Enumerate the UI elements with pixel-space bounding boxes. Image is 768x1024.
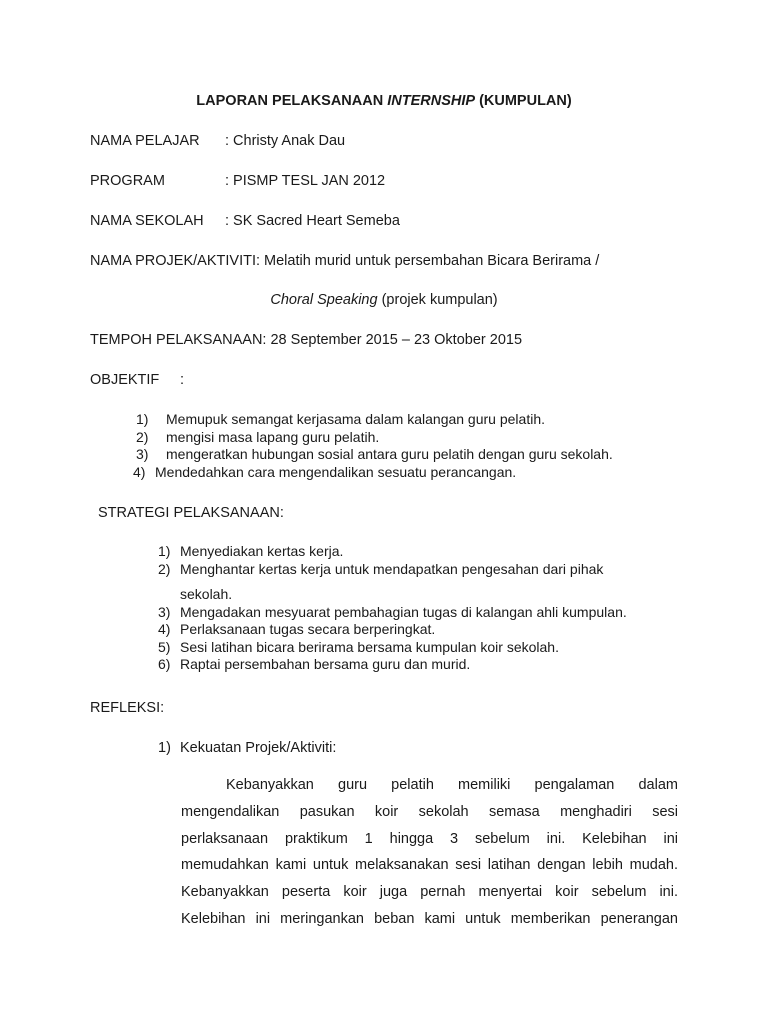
tempoh-line: TEMPOH PELAKSANAAN: 28 September 2015 – 23 Oktober 2015 <box>90 332 523 348</box>
paragraph-line: mengendalikan pasukan koir sekolah semasa menghadiri sesi <box>181 803 678 820</box>
title-italic: INTERNSHIP <box>387 93 476 109</box>
paragraph-line: Kelebihan ini meringankan beban kami untuk memberikan penerangan <box>181 910 678 927</box>
list-item: 3) mengeratkan hubungan sosial antara guru pelatih dengan guru sekolah. <box>136 446 613 462</box>
paragraph-line: Kebanyakkan peserta koir juga pernah menyertai koir sebelum ini. <box>181 884 678 901</box>
projek-continuation: Choral Speaking (projek kumpulan) <box>270 292 498 308</box>
program-value: : PISMP TESL JAN 2012 <box>225 173 386 189</box>
nama-sekolah-label: NAMA SEKOLAH <box>90 213 204 229</box>
list-item: 5) Sesi latihan bicara berirama bersama kumpulan koir sekolah. <box>158 638 559 655</box>
nama-sekolah-value: : SK Sacred Heart Semeba <box>225 213 400 229</box>
nama-projek-line: NAMA PROJEK/AKTIVITI: Melatih murid untuk persembahan Bicara Berirama / <box>90 253 600 269</box>
list-item: 4) Mendedahkan cara mengendalikan sesuatu perancangan. <box>133 463 517 480</box>
paragraph-line: perlaksanaan praktikum 1 hingga 3 sebelum ini. Kelebihan ini <box>181 830 678 847</box>
refleksi-heading: REFLEKSI: <box>90 700 165 716</box>
program-label: PROGRAM <box>90 173 165 189</box>
refleksi-paragraph <box>181 772 678 933</box>
nama-pelajar-label: NAMA PELAJAR <box>90 133 200 149</box>
list-item: 3) Mengadakan mesyuarat pembahagian tugas di kalangan ahli kumpulan. <box>158 603 627 620</box>
objektif-label: OBJEKTIF <box>90 372 160 388</box>
paragraph-line: memudahkan kami untuk melaksanakan sesi latihan dengan lebih mudah. <box>181 857 678 874</box>
nama-pelajar-value: : Christy Anak Dau <box>225 133 346 149</box>
document-title: LAPORAN PELAKSANAAN INTERNSHIP (KUMPULAN) <box>196 93 572 109</box>
list-item: 6) Raptai persembahan bersama guru dan murid. <box>158 656 471 672</box>
list-item: 4) Perlaksanaan tugas secara berperingkat. <box>158 621 436 637</box>
refleksi-subheading: 1) Kekuatan Projek/Aktiviti: <box>158 740 337 756</box>
objektif-colon: : <box>180 372 185 388</box>
strategi-heading: STRATEGI PELAKSANAAN: <box>98 505 284 521</box>
list-item: 2) Menghantar kertas kerja untuk mendapatkan pengesahan dari pihak sekolah. <box>158 560 604 602</box>
paragraph-line: Kebanyakkan guru pelatih memiliki pengalaman dalam <box>226 777 678 793</box>
list-item: 1) Menyediakan kertas kerja. <box>158 543 344 559</box>
objektif-list <box>133 411 613 481</box>
list-item: 1) Memupuk semangat kerjasama dalam kalangan guru pelatih. <box>136 411 545 427</box>
strategi-list <box>158 543 627 674</box>
list-item: 2) mengisi masa lapang guru pelatih. <box>136 428 380 445</box>
